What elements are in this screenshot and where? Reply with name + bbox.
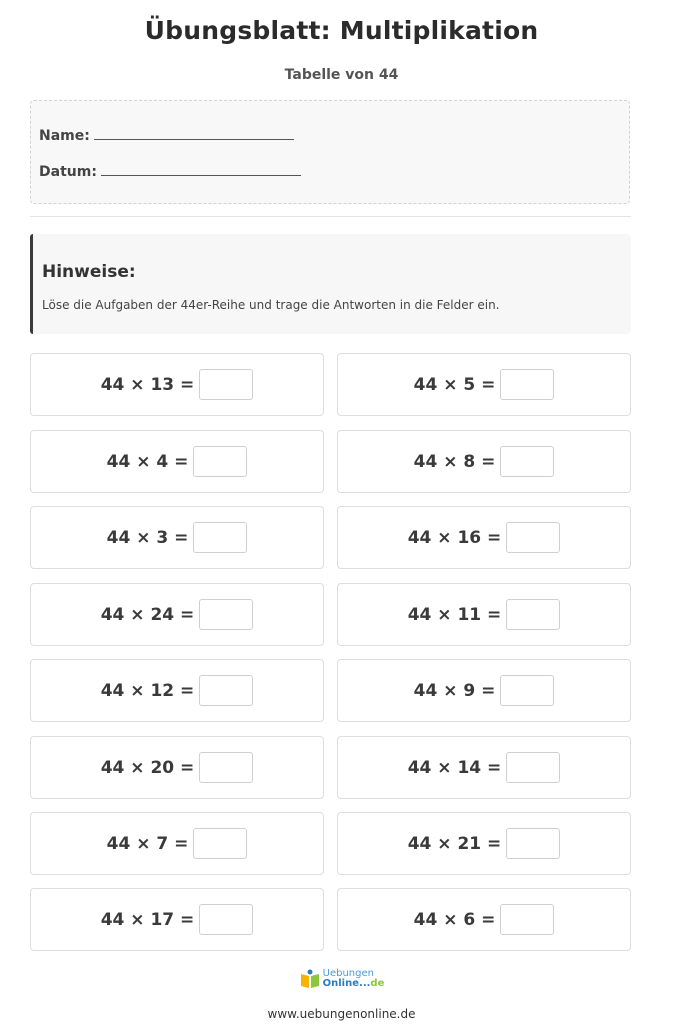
- exercise-card: [337, 506, 631, 569]
- answer-field[interactable]: [199, 599, 253, 630]
- exercise-expression: 44 × 12 =: [100, 680, 195, 701]
- exercise-card: [337, 888, 631, 951]
- exercise-expression: 44 × 16 =: [407, 527, 502, 548]
- page-title: Übungsblatt: Multiplikation: [144, 16, 539, 45]
- exercise-expression: 44 × 21 =: [407, 833, 502, 854]
- answer-field[interactable]: [193, 522, 247, 553]
- date-line: [39, 163, 301, 180]
- hints-text: Löse die Aufgaben der 44er-Reihe und trage die Antworten in die Felder ein.: [42, 298, 500, 312]
- exercise-card: [30, 812, 324, 875]
- answer-field[interactable]: [193, 446, 247, 477]
- exercise-card: [30, 659, 324, 722]
- divider: [30, 216, 631, 217]
- exercise-card: [337, 812, 631, 875]
- exercise-card: [337, 353, 631, 416]
- answer-field[interactable]: [199, 904, 253, 935]
- answer-field[interactable]: [199, 369, 253, 400]
- exercise-card: [337, 430, 631, 493]
- footer-url[interactable]: www.uebungenonline.de: [267, 1007, 416, 1021]
- answer-field[interactable]: [500, 904, 554, 935]
- logo-line2: [323, 979, 385, 989]
- exercise-expression: 44 × 5 =: [413, 374, 496, 395]
- book-icon: [299, 968, 321, 990]
- exercise-card: [30, 888, 324, 951]
- answer-field[interactable]: [500, 446, 554, 477]
- logo-wordmark: [323, 969, 385, 989]
- answer-field[interactable]: [506, 828, 560, 859]
- exercise-card: [30, 353, 324, 416]
- logo-dots: ...: [359, 978, 371, 989]
- hints-box: [30, 234, 631, 334]
- exercise-expression: 44 × 9 =: [413, 680, 496, 701]
- exercise-expression: 44 × 13 =: [100, 374, 195, 395]
- answer-field[interactable]: [199, 675, 253, 706]
- answer-field[interactable]: [506, 522, 560, 553]
- answer-field[interactable]: [193, 828, 247, 859]
- hints-title: Hinweise:: [42, 262, 136, 282]
- page-subtitle: Tabelle von 44: [284, 67, 399, 83]
- exercise-expression: 44 × 24 =: [100, 604, 195, 625]
- student-info-box: [30, 100, 630, 204]
- exercise-card: [30, 736, 324, 799]
- exercise-expression: 44 × 6 =: [413, 909, 496, 930]
- answer-field[interactable]: [500, 675, 554, 706]
- exercise-card: [30, 583, 324, 646]
- exercise-card: [337, 659, 631, 722]
- exercise-card: [337, 736, 631, 799]
- answer-field[interactable]: [500, 369, 554, 400]
- logo-online: Online: [322, 978, 360, 989]
- site-logo[interactable]: [0, 968, 683, 990]
- answer-field[interactable]: [506, 752, 560, 783]
- name-label: Name:: [39, 128, 90, 144]
- logo-de: de: [370, 978, 385, 989]
- exercise-card: [337, 583, 631, 646]
- logo-line1: Uebungen: [322, 968, 374, 979]
- exercise-expression: 44 × 17 =: [100, 909, 195, 930]
- exercise-expression: 44 × 14 =: [407, 757, 502, 778]
- exercise-expression: 44 × 3 =: [106, 527, 189, 548]
- answer-field[interactable]: [199, 752, 253, 783]
- exercise-card: [30, 506, 324, 569]
- exercise-card: [30, 430, 324, 493]
- exercise-expression: 44 × 11 =: [407, 604, 502, 625]
- name-line: [39, 127, 294, 144]
- exercise-expression: 44 × 20 =: [100, 757, 195, 778]
- date-field[interactable]: [101, 163, 301, 176]
- exercise-expression: 44 × 4 =: [106, 451, 189, 472]
- date-label: Datum:: [39, 164, 97, 180]
- exercise-expression: 44 × 8 =: [413, 451, 496, 472]
- exercise-expression: 44 × 7 =: [106, 833, 189, 854]
- name-field[interactable]: [94, 127, 294, 140]
- answer-field[interactable]: [506, 599, 560, 630]
